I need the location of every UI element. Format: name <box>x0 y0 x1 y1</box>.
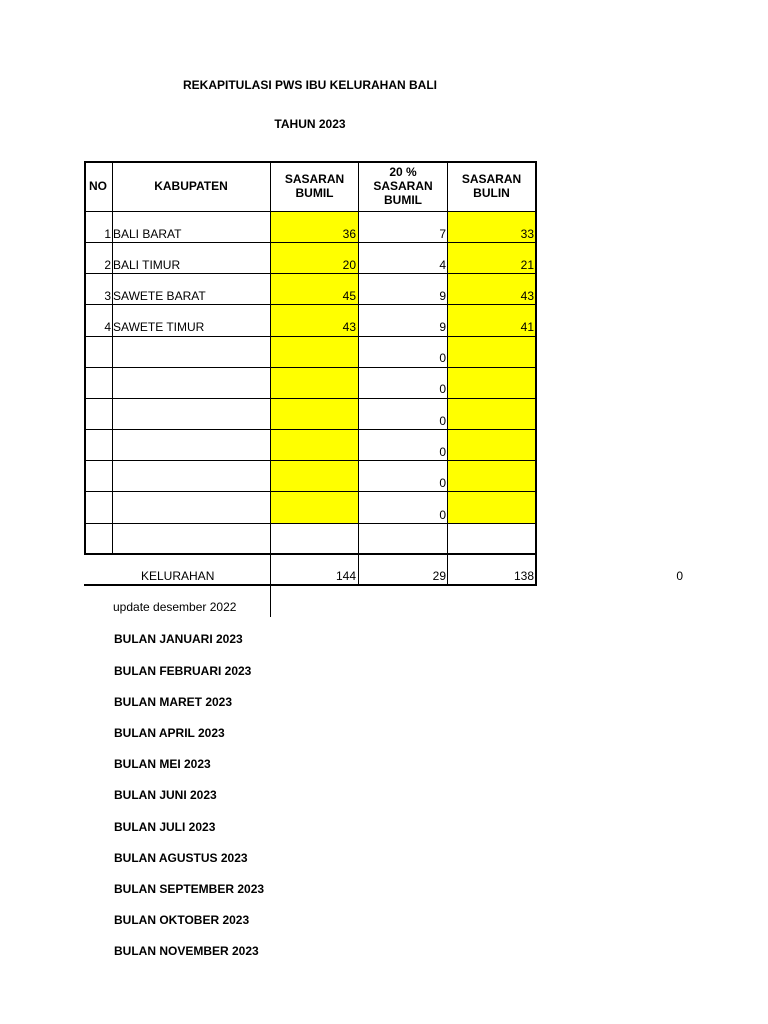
row-bulin: 41 <box>520 320 534 334</box>
page-title: REKAPITULASI PWS IBU KELURAHAN BALI <box>183 78 437 92</box>
list-item: BULAN NOVEMBER 2023 <box>114 944 259 958</box>
row-bumil: 45 <box>342 289 356 303</box>
total-pct: 29 <box>432 569 446 583</box>
update-note: update desember 2022 <box>113 600 237 614</box>
header-sasaran-bulin: SASARAN BULIN <box>461 172 522 200</box>
row-bumil: 20 <box>342 258 356 272</box>
row-pct: 0 <box>439 351 446 365</box>
header-no: NO <box>89 179 107 193</box>
row-kabupaten: SAWETE TIMUR <box>113 320 205 334</box>
list-item: BULAN MEI 2023 <box>114 757 211 771</box>
row-pct: 0 <box>439 508 446 522</box>
total-bulin: 138 <box>513 569 534 583</box>
list-item: BULAN OKTOBER 2023 <box>114 913 250 927</box>
header-sasaran-bumil: SASARAN BUMIL <box>284 172 345 200</box>
list-item: BULAN AGUSTUS 2023 <box>114 851 248 865</box>
row-pct: 7 <box>439 227 446 241</box>
row-pct: 4 <box>439 258 446 272</box>
total-extra: 0 <box>676 569 683 583</box>
total-bumil: 144 <box>335 569 356 583</box>
total-label: KELURAHAN <box>141 569 215 583</box>
row-bulin: 21 <box>520 258 534 272</box>
row-no: 2 <box>104 258 111 272</box>
list-item: BULAN JANUARI 2023 <box>114 632 243 646</box>
list-item: BULAN MARET 2023 <box>114 695 233 709</box>
list-item: BULAN JULI 2023 <box>114 820 216 834</box>
list-item: BULAN JUNI 2023 <box>114 788 217 802</box>
row-pct: 9 <box>439 289 446 303</box>
row-kabupaten: SAWETE BARAT <box>113 289 206 303</box>
row-pct: 0 <box>439 382 446 396</box>
page-subtitle: TAHUN 2023 <box>274 117 346 131</box>
row-bumil: 36 <box>342 227 356 241</box>
row-bumil: 43 <box>342 320 356 334</box>
row-bulin: 43 <box>520 289 534 303</box>
list-item: BULAN APRIL 2023 <box>114 726 225 740</box>
row-no: 4 <box>104 320 111 334</box>
list-item: BULAN FEBRUARI 2023 <box>114 664 252 678</box>
row-no: 3 <box>104 289 111 303</box>
list-item: BULAN SEPTEMBER 2023 <box>114 882 265 896</box>
row-pct: 0 <box>439 445 446 459</box>
row-bulin: 33 <box>520 227 534 241</box>
row-pct: 9 <box>439 320 446 334</box>
header-20pct-sasaran-bumil: 20 % SASARAN BUMIL <box>373 165 433 207</box>
row-kabupaten: BALI TIMUR <box>113 258 181 272</box>
row-no: 1 <box>104 227 111 241</box>
row-pct: 0 <box>439 414 446 428</box>
row-kabupaten: BALI BARAT <box>113 227 182 241</box>
row-pct: 0 <box>439 476 446 490</box>
header-kabupaten: KABUPATEN <box>154 179 228 193</box>
